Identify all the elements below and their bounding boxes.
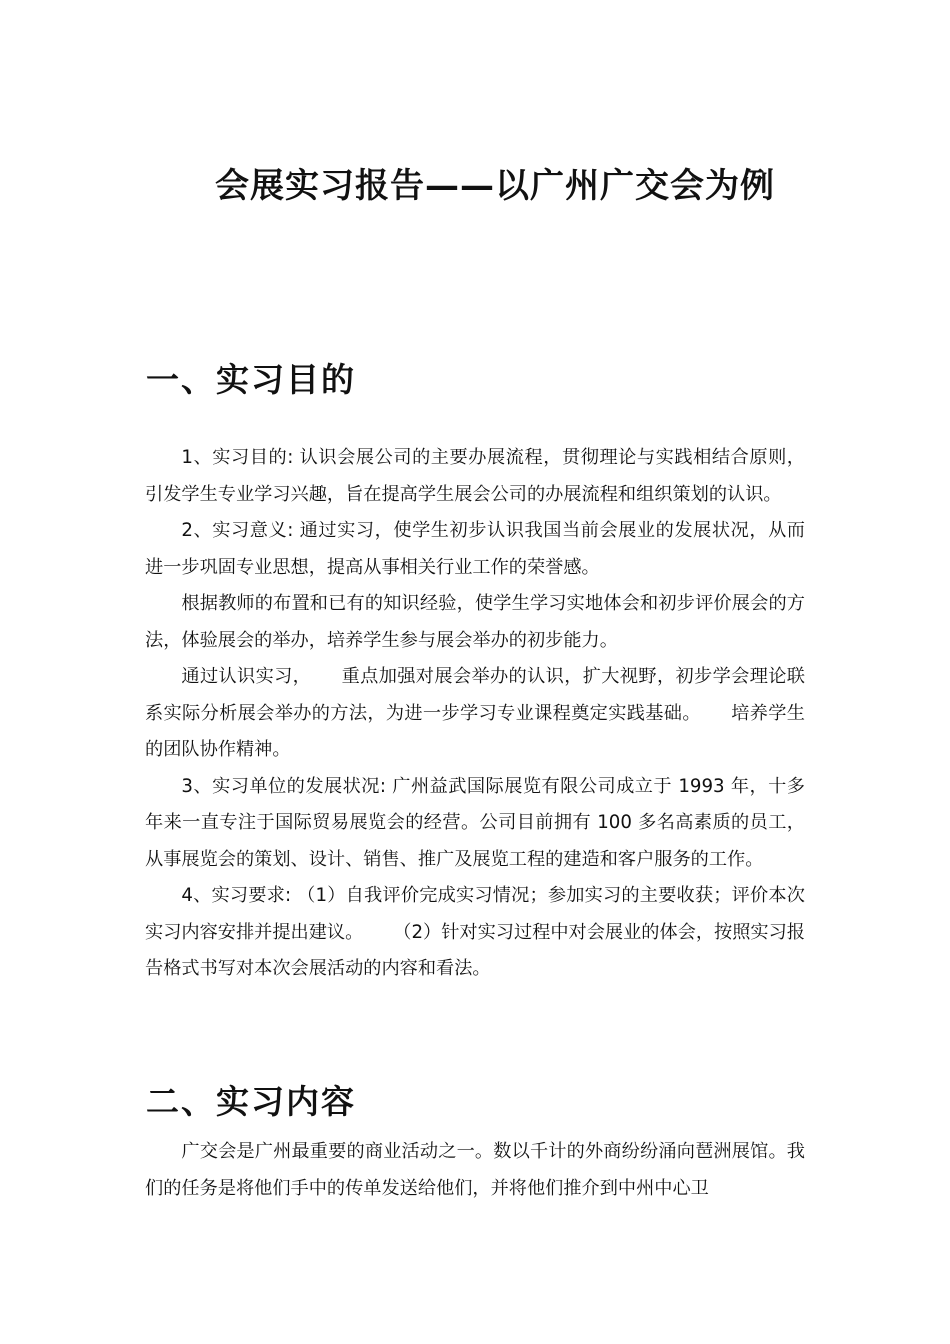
paragraph-significance: 2、实习意义: 通过实习，使学生初步认识我国当前会展业的发展状况，从而进一步巩固专业思想，提高从事相关行业工作的荣誉感。 — [145, 520, 805, 578]
document-title: 会展实习报告——以广州广交会为例 — [215, 166, 775, 206]
section-heading-content: 二、实习内容 — [146, 1082, 356, 1121]
paragraph-cognition-part-c: 培养学生的团队协作精神。 — [145, 702, 805, 760]
section-body-content — [145, 1134, 805, 1207]
paragraph-company: 3、实习单位的发展状况: 广州益武国际展览有限公司成立于 1993 年，十多年来一直专注于国际贸易展览会的经营。公司目前拥有 100 多名高素质的员工，从事展览会的策划、设计、销售、推广及展览工程的建造和客户服务的工作。 — [145, 775, 805, 870]
paragraph-purpose: 1、实习目的: 认识会展公司的主要办展流程，贯彻理论与实践相结合原则，引发学生专业学习兴趣，旨在提高学生展会公司的办展流程和组织策划的认识。 — [145, 447, 805, 505]
paragraph-requirements-part-a: 4、实习要求: （1）自我评价完成实习情况；参加实习的主要收获；评价本次实习内容安排并提出建议。 — [145, 885, 805, 943]
paragraph-cognition-part-a: 通过认识实习， — [181, 666, 312, 687]
paragraph-cognition-part-b: 重点加强对展会举办的认识，扩大视野，初步学会理论联系实际分析展会举办的方法，为进一步学习专业课程奠定实践基础。 — [145, 666, 805, 724]
section-heading-purpose: 一、实习目的 — [146, 360, 356, 399]
paragraph-requirements — [145, 878, 805, 988]
paragraph-cognition — [145, 659, 805, 769]
section-body-purpose — [145, 440, 805, 988]
paragraph-requirements-part-b: （2）针对实习过程中对会展业的体会，按照实习报告格式书写对本次会展活动的内容和看法。 — [145, 921, 805, 979]
paragraph-method: 根据教师的布置和已有的知识经验，使学生学习实地体会和初步评价展会的方法，体验展会的举办，培养学生参与展会举办的初步能力。 — [145, 593, 805, 651]
paragraph-canton-fair: 广交会是广州最重要的商业活动之一。数以千计的外商纷纷涌向琶洲展馆。我们的任务是将他们手中的传单发送给他们，并将他们推介到中州中心卫 — [145, 1141, 805, 1199]
